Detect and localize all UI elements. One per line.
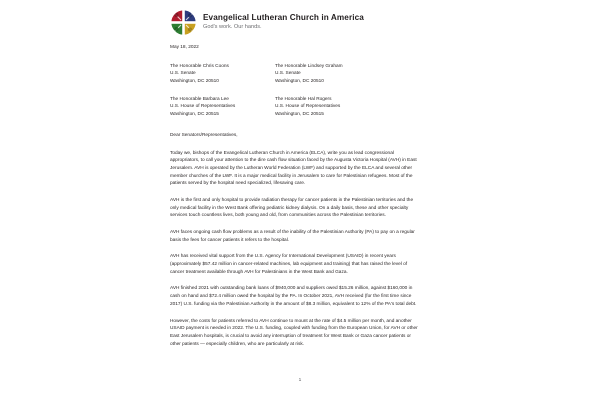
- recipient-address: [275, 96, 422, 119]
- elca-cross-shield-icon: [170, 9, 197, 36]
- letter-paragraph: AVH faces ongoing cash flow problems as a result of the inability of the Palestinian Authority (PA) to pay on a regular basis the fees for cancer patients it refers to the hospital.: [170, 230, 415, 243]
- recipient-name: The Honorable Barbara Lee: [170, 96, 229, 102]
- recipient-chamber: U.S. House of Representatives: [170, 104, 236, 110]
- letter-paragraph: AVH has received vital support from the U.S. Agency for International Development (USAID) in recent years (approximately $57.42 million in cancer-related machines, lab equipment and training) that has raised the level of cancer treatment available through AVH for Palestinians in the West Bank and Gaza.: [170, 254, 408, 275]
- recipient-name: The Honorable Chris Coons: [170, 63, 229, 69]
- recipient-city-state-zip: Washington, DC 20510: [170, 79, 219, 85]
- organization-name: Evangelical Lutheran Church in America: [203, 13, 364, 23]
- recipient-name: The Honorable Lindsey Graham: [275, 63, 343, 69]
- recipient-address: [170, 63, 275, 86]
- recipient-chamber: U.S. Senate: [170, 71, 196, 77]
- recipient-address: [170, 96, 275, 119]
- recipient-address-block: [170, 63, 422, 119]
- letter-body: [170, 44, 422, 348]
- recipient-city-state-zip: Washington, DC 20510: [275, 79, 324, 85]
- letter-paragraph: AVH finished 2021 with outstanding bank loans of $940,000 and suppliers owed $15.26 million, against $160,000 in cash on hand and $72.4 million owed the hospital by the PA. In October 2021, AVH received (for the first time since 2017) U.S. funding via the Palestinian Authority in the amount of $8.3 million, equivalent to 12% of the PA's total debt.: [170, 286, 417, 307]
- letter-paragraph: However, the costs for patients referred to AVH continue to mount at the rate of $4.5 million per month, and another USAID payment is needed in 2022. The U.S. funding, coupled with funding from the European Union, for AVH or other East Jerusalem hospitals, is crucial to avoid any interruption of treatment for West Bank or Gaza cancer patients or other patients — especially children, who are particularly at risk.: [170, 318, 418, 347]
- recipient-name: The Honorable Hal Rogers: [275, 96, 332, 102]
- letter-paragraph: Today we, bishops of the Evangelical Lutheran Church in America (ELCA), write you as lead congressional appropriators, to call your attention to the dire cash flow situation faced by the Augusta Victoria Hospital (AVH) in East Jerusalem. AVH is operated by the Lutheran World Federation (LWF) and supported by the ELCA and several other member churches of the LWF. It is a major medical facility in Jerusalem to care for Palestinian refugees. Most of the patients served by the hospital need specialized, lifesaving care.: [170, 150, 417, 187]
- salutation: Dear Senators/Representatives,: [170, 132, 238, 138]
- recipient-chamber: U.S. House of Representatives: [275, 104, 341, 110]
- page-number: 1: [298, 378, 302, 383]
- letter-date: May 18, 2022: [170, 45, 199, 50]
- organization-tagline: God's work. Our hands.: [203, 24, 262, 31]
- recipient-address: [275, 63, 422, 86]
- recipient-city-state-zip: Washington, DC 20515: [170, 112, 219, 118]
- brand-text: [203, 14, 364, 31]
- letterhead: [170, 9, 364, 36]
- recipient-chamber: U.S. Senate: [275, 71, 301, 77]
- letter-paragraph: AVH is the first and only hospital to provide radiation therapy for cancer patients in the Palestinian territories and the only medical facility in the West Bank offering pediatric kidney dialysis. On a daily basis, these and other specialty services touch countless lives, both young and old, from communities across the Palestinian territories.: [170, 197, 414, 219]
- recipient-city-state-zip: Washington, DC 20515: [275, 112, 324, 118]
